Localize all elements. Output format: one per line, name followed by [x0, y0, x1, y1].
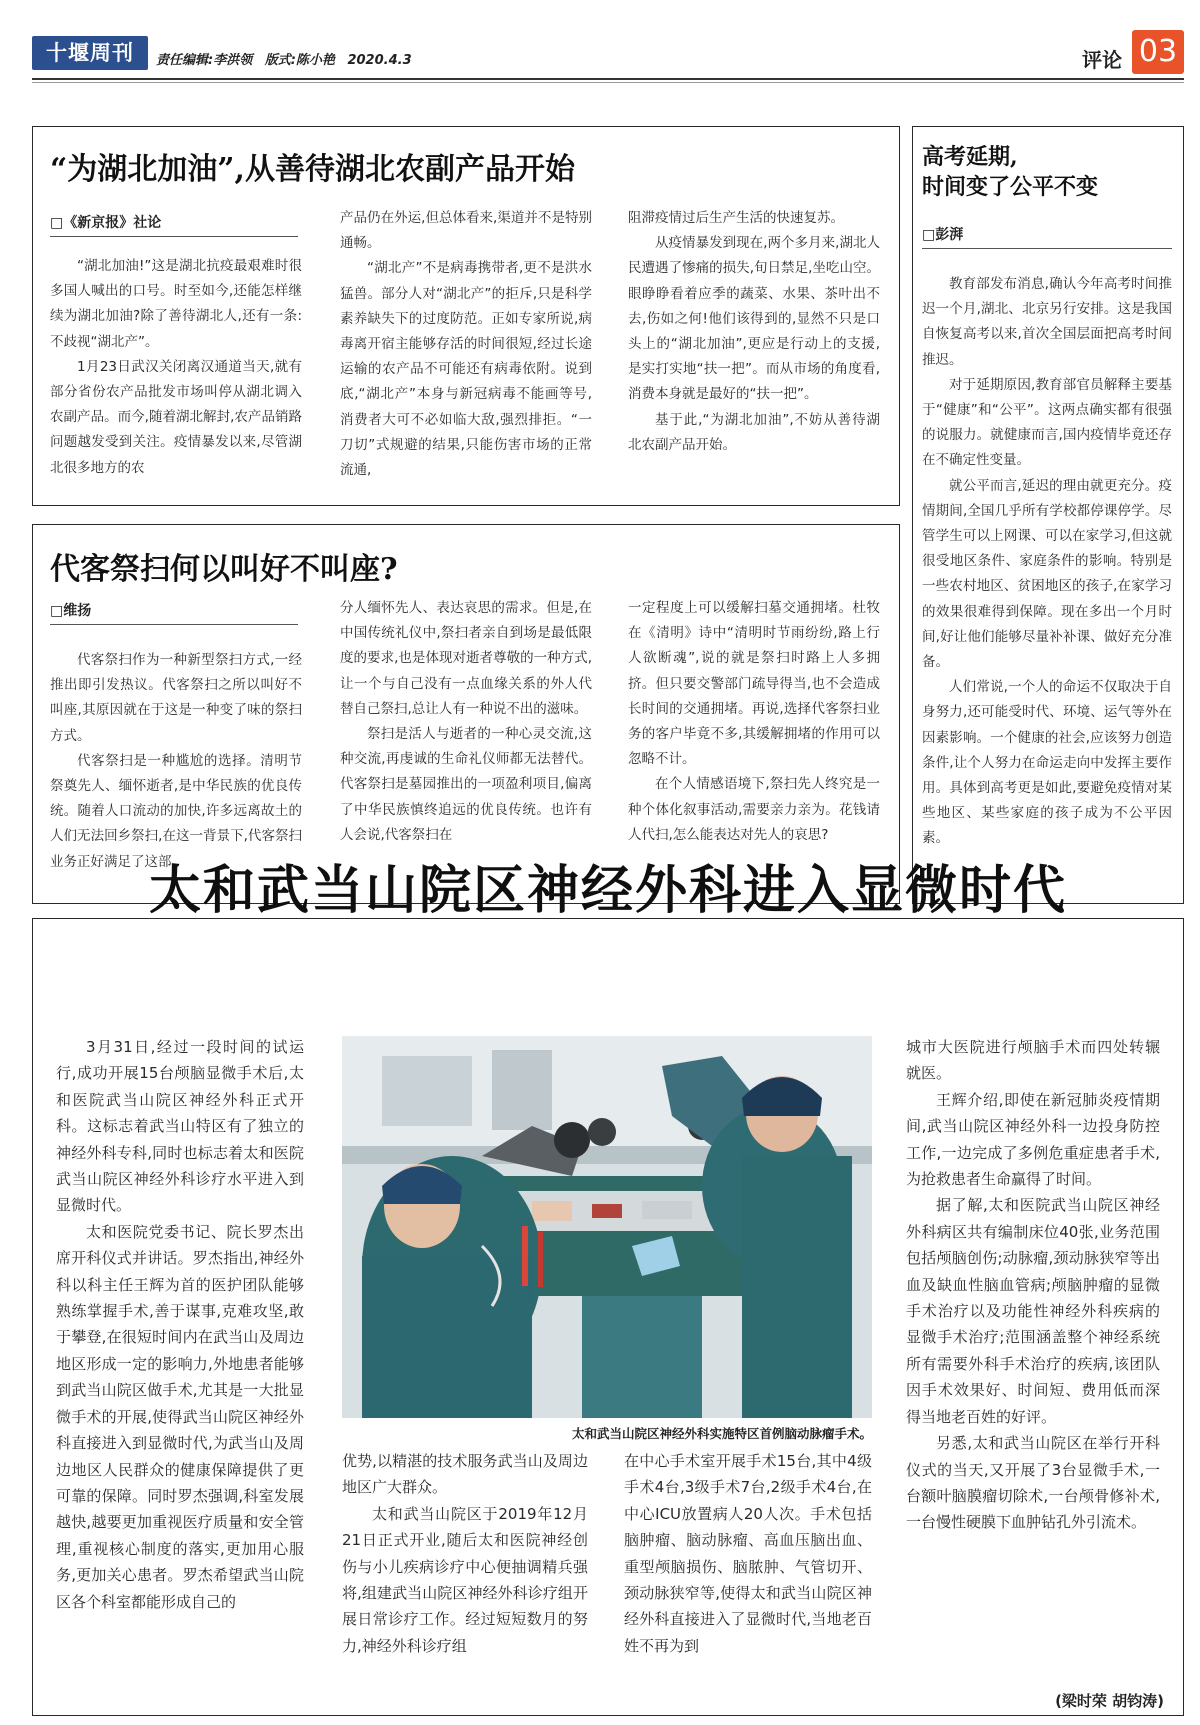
paragraph: 分人缅怀先人、表达哀思的需求。但是,在中国传统礼仪中,祭扫者亲自到场是最低限度的要求,也是体现对逝者尊敬的一种方式,让一个与自己没有一点血缘关系的外人代替自己祭扫,总让人有一种说不出的滋味。	[340, 600, 592, 717]
paragraph: 据了解,太和医院武当山院区神经外科病区共有编制床位40张,业务范围包括颅脑创伤;动脉瘤,颈动脉狭窄等出血及缺血性脑血管病;颅脑肿瘤的显微手术治疗以及功能性神经外科疾病的显微手术治疗;范围涵盖整个神经系统所有需要外科手术治疗的疾病,该团队因手术效果好、时间短、费用低而深得当地老百姓的好评。	[906, 1196, 1160, 1426]
layout-credit: 版式:陈小艳	[264, 53, 335, 68]
paragraph: 产品仍在外运,但总体看来,渠道并不是特别通畅。	[340, 210, 592, 252]
paragraph: 从疫情暴发到现在,两个多月来,湖北人民遭遇了惨痛的损失,旬日禁足,坐吃山空。眼睁睁看着应季的蔬菜、水果、茶叶出不去,伤如之何!他们该得到的,显然不只是口头上的“湖北加油”,更应是行动上的支援,是实打实地“扶一把”。而从市场的角度看,消费本身就是最好的“扶一把”。	[628, 235, 880, 403]
feature-col4	[906, 1034, 1160, 1684]
masthead-info	[156, 49, 420, 68]
paragraph: 就公平而言,延迟的理由就更充分。疫情期间,全国几乎所有学校都停课停学。尽管学生可以上网课、可以在家学习,但这就很受地区条件、家庭条件的影响。特别是一些农村地区、贫困地区的孩子,在家学习的效果很难得到保障。现在多出一个月时间,好让他们能够尽量补补课、做好充分准备。	[922, 477, 1172, 671]
feature-col1	[56, 1034, 304, 1704]
editor-credit: 责任编辑:李洪领	[156, 53, 253, 68]
paragraph: 人们常说,一个人的命运不仅取决于自身努力,还可能受时代、环境、运气等外在因素影响。一个健康的社会,应该努力创造条件,让个人努力在命运走向中发挥主要作用。具体到高考更是如此,要避免疫情对某些地区、某些家庭的孩子成为不公平因素。	[922, 679, 1172, 847]
paragraph: 祭扫是活人与逝者的一种心灵交流,这种交流,再虔诚的生命礼仪师都无法替代。代客祭扫是墓园推出的一项盈利项目,偏离了中华民族慎终追远的优良传统。也许有人会说,代客祭扫在	[340, 726, 592, 843]
feature-col3	[624, 1448, 872, 1704]
surgery-photo-illustration	[342, 1036, 872, 1418]
paragraph: 基于此,“为湖北加油”,不妨从善待湖北农副产品开始。	[628, 411, 880, 453]
feature-title: 太和武当山院区神经外科进入显微时代	[148, 860, 1067, 921]
paragraph: 1月23日武汉关闭离汉通道当天,就有部分省份农产品批发市场叫停从湖北调入农副产品。而今,随着湖北解封,农产品销路问题越发受到关注。疫情暴发以来,尽管湖北很多地方的农	[50, 358, 302, 476]
paragraph: 太和武当山院区于2019年12月21日正式开业,随后太和医院神经创伤与小儿疾病诊疗中心便抽调精兵强将,组建武当山院区神经外科诊疗组开展日常诊疗工作。经过短短数月的努力,神经外科诊疗组	[342, 1504, 588, 1655]
article-gaokao-byline: □彭湃	[922, 224, 1172, 249]
feature-col2	[342, 1448, 588, 1704]
paragraph: 3月31日,经过一段时间的试运行,成功开展15台颅脑显微手术后,太和医院武当山院区神经外科正式开科。这标志着武当山特区有了独立的神经外科专科,同时也标志着太和医院武当山院区神经外科诊疗水平进入到显微时代。	[56, 1038, 304, 1215]
article-tomb-sweeping-byline: □维扬	[50, 600, 298, 625]
feature-author: (梁时荣 胡钧涛)	[1055, 1692, 1164, 1710]
article-gaokao-title-line2: 时间变了公平不变	[922, 174, 1099, 200]
article-gaokao-body	[922, 272, 1172, 898]
article-hubei-col2	[340, 206, 592, 500]
masthead-logo: 十堰周刊	[32, 36, 148, 70]
masthead-rule	[32, 78, 1184, 80]
paragraph: 城市大医院进行颅脑手术而四处转辗就医。	[906, 1038, 1160, 1083]
paragraph: 阻滞疫情过后生产生活的快速复苏。	[628, 210, 844, 226]
article-hubei-col3	[628, 206, 880, 500]
paragraph: 一定程度上可以缓解扫墓交通拥堵。杜牧在《清明》诗中“清明时节雨纷纷,路上行人欲断魂”,说的就是祭扫时路上人多拥挤。但只要交警部门疏导得当,也不会造成长时间的交通拥堵。再说,选择代客祭扫业务的客户毕竟不多,其缓解拥堵的作用可以忽略不计。	[628, 600, 880, 768]
paragraph: 王辉介绍,即使在新冠肺炎疫情期间,武当山院区神经外科一边投身防控工作,一边完成了多例危重症患者手术,为抢救患者生命赢得了时间。	[906, 1090, 1160, 1189]
article-gaokao-title-line1: 高考延期,	[922, 144, 1018, 170]
issue-date: 2020.4.3	[347, 53, 412, 68]
paragraph: 代客祭扫是一种尴尬的选择。清明节祭奠先人、缅怀逝者,是中华民族的优良传统。随着人口流动的加快,许多远离故土的人们无法回乡祭扫,在这一背景下,代客祭扫业务正好满足了这部	[50, 752, 302, 870]
paragraph: 另悉,太和武当山院区在举行开科仪式的当天,又开展了3台显微手术,一台额叶脑膜瘤切除术,一台颅骨修补术,一台慢性硬膜下血肿钻孔外引流术。	[906, 1434, 1160, 1532]
paragraph: “湖北产”不是病毒携带者,更不是洪水猛兽。部分人对“湖北产”的拒斥,只是科学素养缺失下的过度防范。正如专家所说,病毒离开宿主能够存活的时间很短,经过长途运输的农产品不可能还有病毒依附。说到底,“湖北产”本身与新冠病毒不能画等号,消费者大可不必如临大敌,强烈排拒。“一刀切”式规避的结果,只能伤害市场的正常流通,	[340, 260, 592, 479]
paragraph: 代客祭扫作为一种新型祭扫方式,一经推出即引发热议。代客祭扫之所以叫好不叫座,其原因就在于这是一种变了味的祭扫方式。	[50, 652, 302, 744]
masthead-rule-thin	[32, 82, 1184, 83]
paragraph: 在中心手术室开展手术15台,其中4级手术4台,3级手术7台,2级手术4台,在中心ICU放置病人20人次。手术包括脑肿瘤、脑动脉瘤、高血压脑出血、重型颅脑损伤、脑脓肿、气管切开、颈动脉狭窄等,使得太和武当山院区神经外科直接进入了显微时代,当地老百姓不再为到	[624, 1452, 872, 1655]
section-label: 评论	[1082, 48, 1122, 72]
article-hubei-title: “为湖北加油”,从善待湖北农副产品开始	[50, 152, 575, 187]
paragraph: 教育部发布消息,确认今年高考时间推迟一个月,湖北、北京另行安排。这是我国自恢复高考以来,首次全国层面把高考时间推迟。	[922, 276, 1172, 368]
article-hubei-col1	[50, 254, 302, 500]
paragraph: 优势,以精湛的技术服务武当山及周边地区广大群众。	[342, 1452, 588, 1497]
page-number: 03	[1132, 30, 1184, 74]
paragraph: 太和医院党委书记、院长罗杰出席开科仪式并讲话。罗杰指出,神经外科以科主任王辉为首的医护团队能够熟练掌握手术,善于谋事,克难攻坚,敢于攀登,在很短时间内在武当山及周边地区形成一定的影响力,外地患者能够到武当山院区做手术,尤其是一大批显微手术的开展,使得武当山院区神经外科直接进入到显微时代,为武当山及周边地区人民群众的健康保障提供了更可靠的保障。同时罗杰强调,科室发展越快,越要更加重视医疗质量和安全管理,重视核心制度的落实,更加用心服务,更加关心患者。罗杰希望武当山院区各个科室都能形成自己的	[56, 1222, 304, 1611]
paragraph: 对于延期原因,教育部官员解释主要基于“健康”和“公平”。这两点确实都有很强的说服力。就健康而言,国内疫情毕竟还存在不确定性变量。	[922, 376, 1172, 469]
article-hubei-byline: □《新京报》社论	[50, 212, 298, 237]
paragraph: “湖北加油!”这是湖北抗疫最艰难时很多国人喊出的口号。时至如今,还能怎样继续为湖北加油?除了善待湖北人,还有一条:不歧视“湖北产”。	[50, 258, 302, 350]
photo-caption: 太和武当山院区神经外科实施特区首例脑动脉瘤手术。	[571, 1426, 872, 1441]
paragraph: 在个人情感语境下,祭扫先人终究是一种个体化叙事活动,需要亲力亲为。花钱请人代扫,怎么能表达对先人的哀思?	[628, 776, 880, 843]
article-tomb-sweeping-title: 代客祭扫何以叫好不叫座?	[50, 552, 398, 587]
surgery-photo	[342, 1036, 872, 1418]
